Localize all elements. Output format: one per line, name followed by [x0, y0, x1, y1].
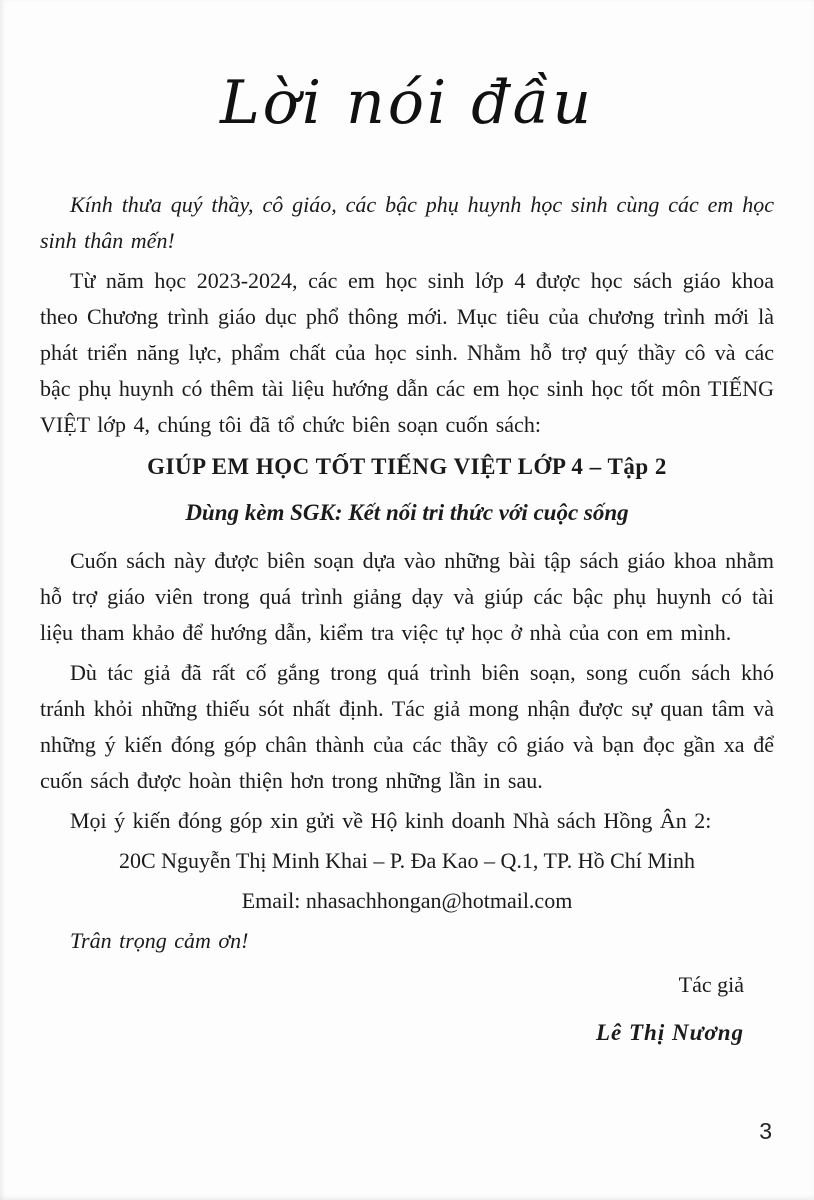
- purpose-paragraph: Cuốn sách này được biên soạn dựa vào những bài tập sách giáo khoa nhằm hỗ trợ giáo viên trong quá trình giảng dạy và giúp các bậc phụ huynh có tài liệu tham khảo để hướng dẫn, kiểm tra việc tự học ở nhà của con em mình.: [40, 548, 774, 645]
- signoff-block: [40, 967, 774, 1051]
- book-title: GIÚP EM HỌC TỐT TIẾNG VIỆT LỚP 4 – Tập 2: [147, 454, 667, 479]
- page-number: 3: [759, 1118, 772, 1144]
- apology-paragraph: Dù tác giả đã rất cố gắng trong quá trình biên soạn, song cuốn sách khó tránh khỏi những thiếu sót nhất định. Tác giả mong nhận được sự quan tâm và những ý kiến đóng góp chân thành của các thầy cô giáo và bạn đọc gần xa để cuốn sách được hoàn thiện hơn trong những lần in sau.: [40, 660, 774, 793]
- book-subtitle: Dùng kèm SGK: Kết nối tri thức với cuộc sống: [185, 500, 629, 525]
- address-line: 20C Nguyễn Thị Minh Khai – P. Đa Kao – Q.1, TP. Hồ Chí Minh: [118, 848, 696, 873]
- closing-line: Trân trọng cảm ơn!: [70, 928, 249, 953]
- salutation-paragraph: Kính thưa quý thầy, cô giáo, các bậc phụ huynh học sinh cùng các em học sinh thân mến!: [40, 192, 774, 253]
- author-label: Tác giả: [678, 972, 744, 997]
- page-title: Lời nói đầu: [219, 68, 595, 138]
- intro-paragraph: Từ năm học 2023-2024, các em học sinh lớp 4 được học sách giáo khoa theo Chương trình giáo dục phổ thông mới. Mục tiêu của chương trình mới là phát triển năng lực, phẩm chất của học sinh. Nhằm hỗ trợ quý thầy cô và các bậc phụ huynh có thêm tài liệu hướng dẫn các em học sinh học tốt môn TIẾNG VIỆT lớp 4, chúng tôi đã tổ chức biên soạn cuốn sách:: [40, 268, 774, 437]
- feedback-paragraph: Mọi ý kiến đóng góp xin gửi về Hộ kinh doanh Nhà sách Hồng Ân 2:: [70, 808, 712, 833]
- author-name: Lê Thị Nương: [595, 1020, 744, 1045]
- email-line: Email: nhasachhongan@hotmail.com: [241, 888, 573, 913]
